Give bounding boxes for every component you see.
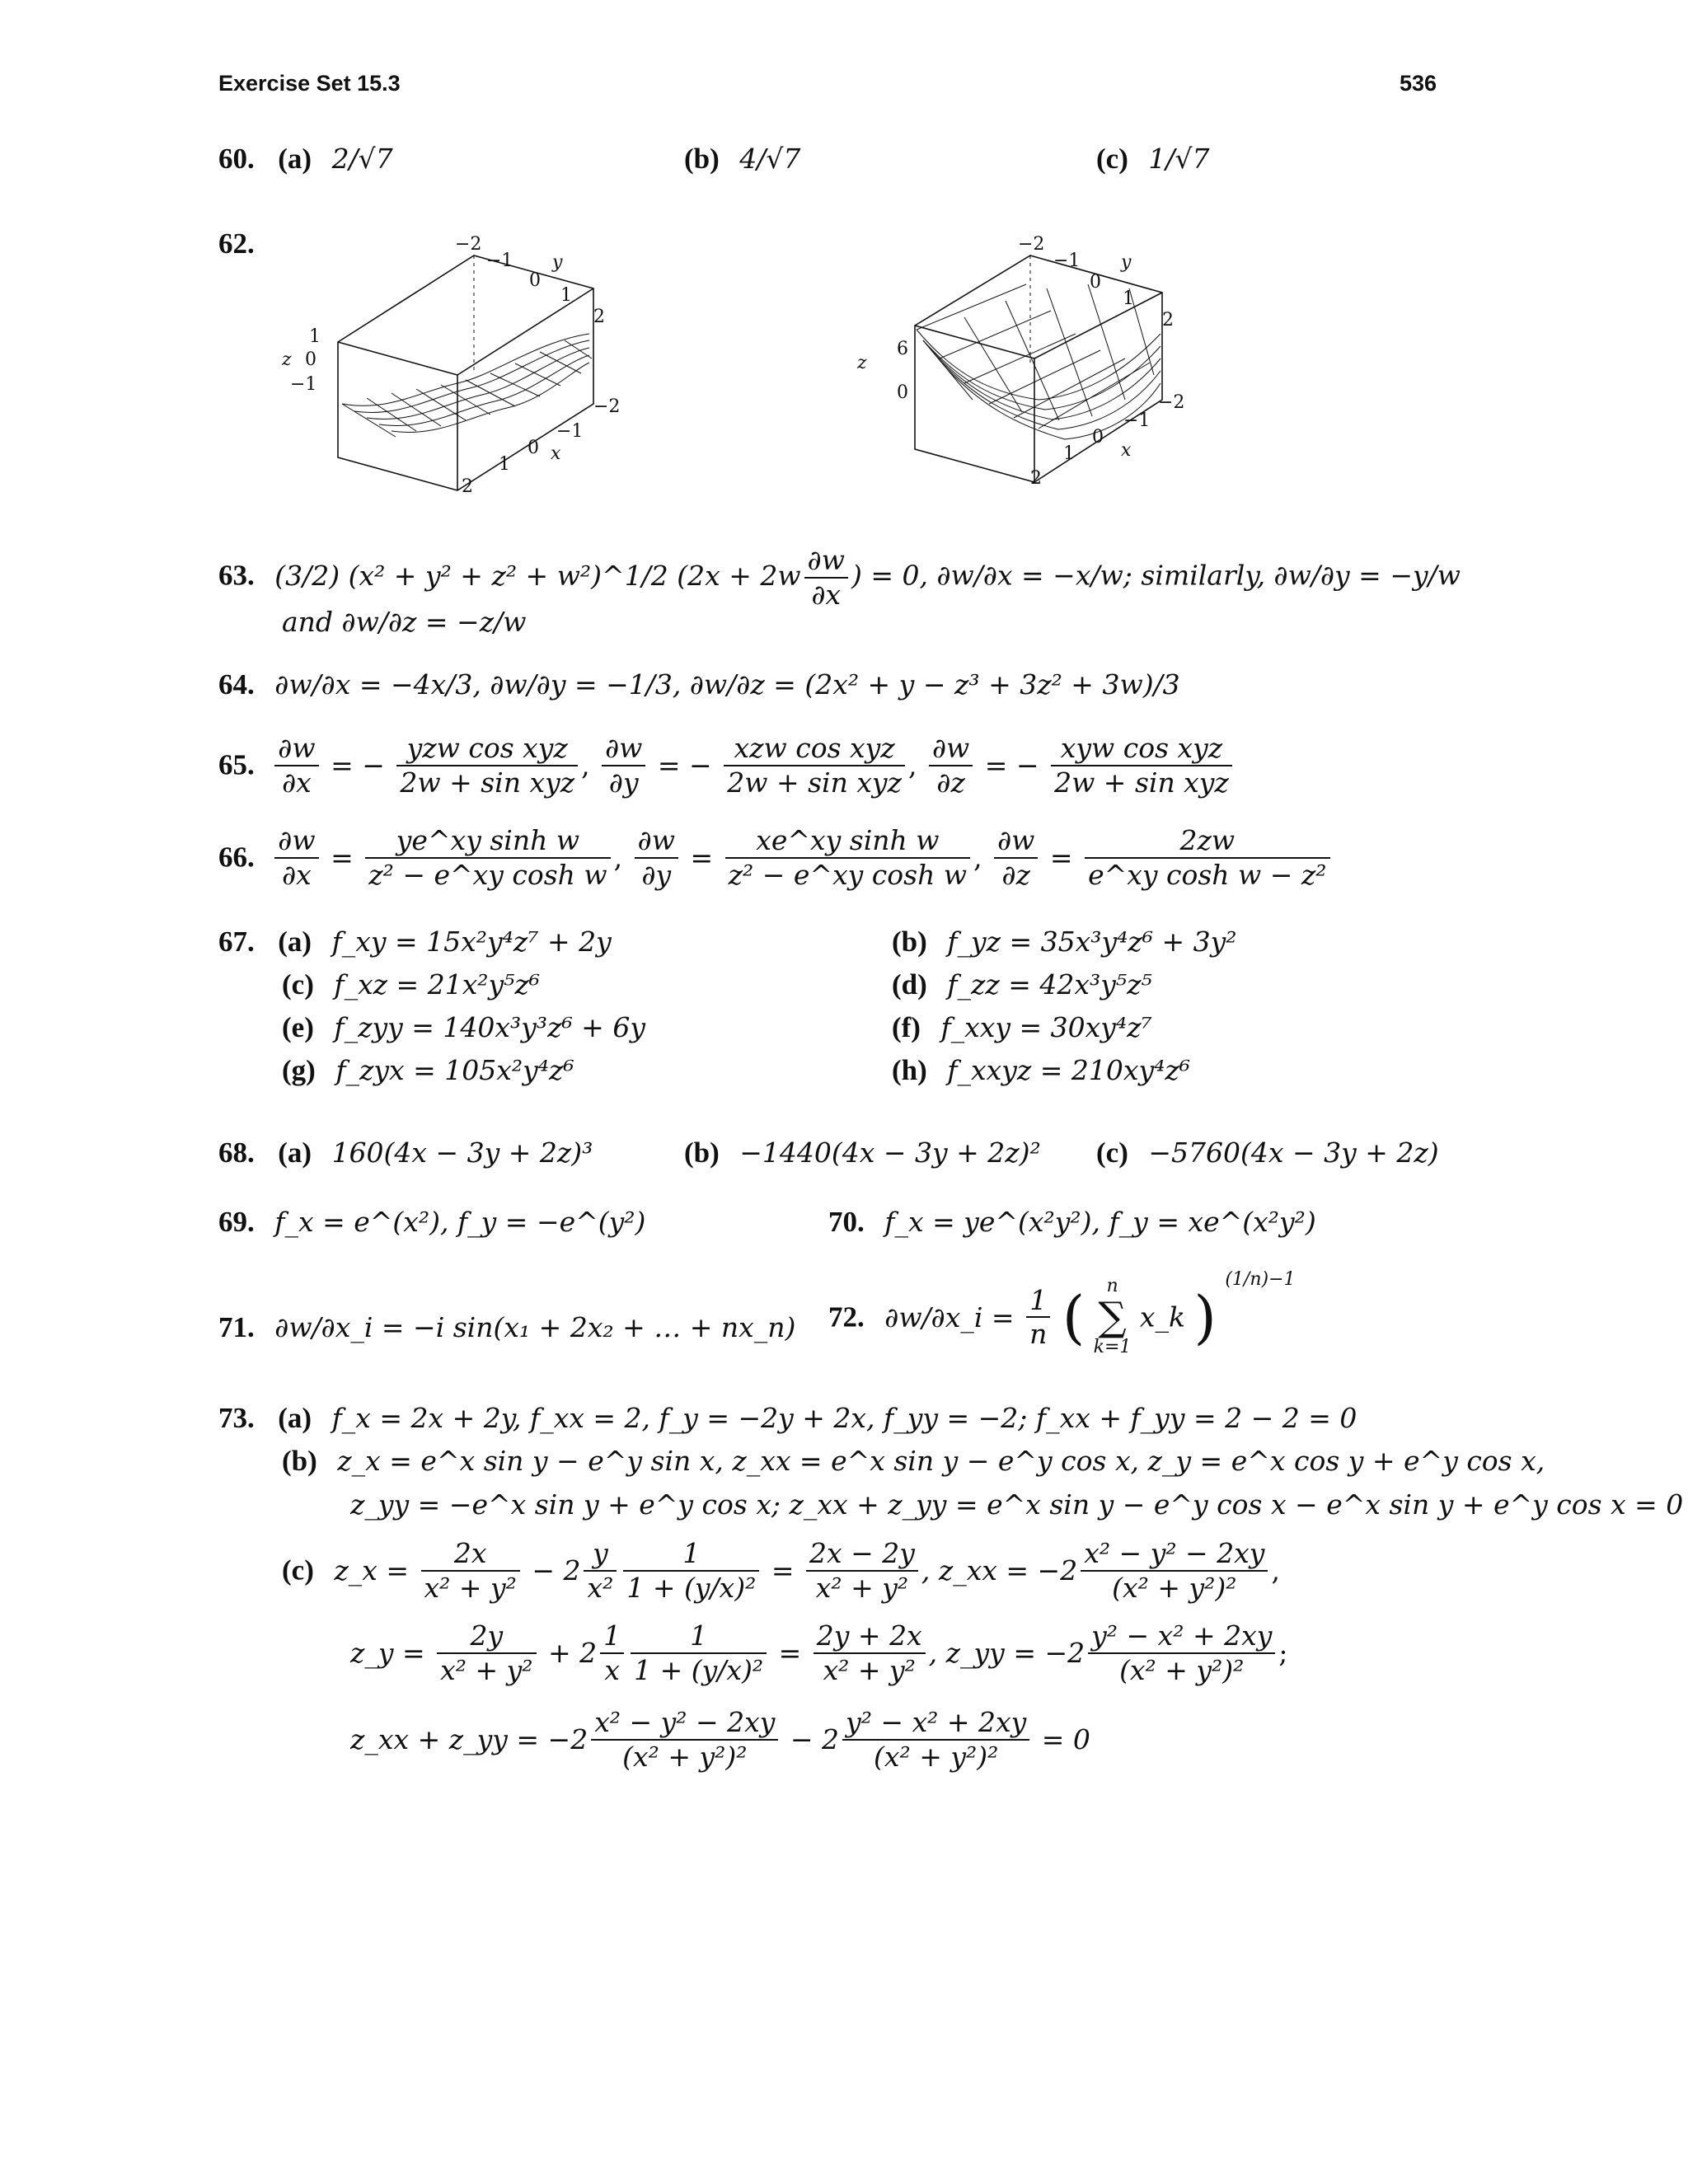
y-tick: 2 [1162,310,1174,330]
x-tick: 0 [1092,427,1104,448]
denominator: 2w + sin xyz [727,766,902,799]
y-tick: −2 [1018,235,1045,255]
numerator: x² − y² − 2xy [591,1706,778,1741]
page-number: 536 [1400,71,1437,96]
problem-73-b-line2 [350,1488,1683,1521]
denominator: 2w + sin xyz [400,766,575,799]
problem-63 [218,544,1461,611]
numerator: 1 [631,1619,767,1654]
equation-part: = [778,1636,802,1669]
part-label: (b) [892,926,927,958]
denominator: ∂y [608,766,639,799]
problem-68 [218,1136,593,1170]
y-tick: 2 [593,307,605,327]
x-tick: −1 [1123,410,1151,431]
x-tick: −2 [1158,392,1185,413]
problem-67-h [892,1053,1190,1088]
problem-67-c [282,968,540,1002]
problem-68-c [1096,1136,1439,1170]
problem-62 [218,227,255,261]
denominator: (x² + y²)² [874,1740,999,1773]
fraction [724,732,905,799]
answer: ∂w/∂x_i = −i sin(x₁ + 2x₂ + … + nx_n) [274,1311,796,1343]
numerator: 2y [437,1619,536,1654]
part-label: (c) [282,1554,314,1586]
numerator: xyw cos xyz [1051,732,1232,766]
problem-number: 66. [218,841,255,874]
x-tick: 1 [499,454,510,475]
equation-part: = 0 [1041,1722,1090,1755]
denominator: x² [587,1571,614,1604]
denominator: x² + y² [424,1571,517,1604]
numerator: ye^xy sinh w [365,824,610,859]
z-tick: 0 [897,382,908,403]
exponent: (1/n)−1 [1225,1269,1296,1290]
problem-60-c [1096,142,1210,176]
z-axis-label: z [282,349,292,370]
part-label: (c) [1096,1137,1128,1169]
problem-60 [218,142,393,176]
fraction [437,1619,536,1686]
fraction [1085,824,1329,891]
fraction [591,1706,778,1773]
equation-part: , z_xx = −2 [921,1554,1078,1586]
fraction [623,1537,759,1604]
summation [1094,1276,1132,1359]
fraction [814,1619,926,1686]
part-label: (c) [1096,143,1128,175]
y-tick: 1 [560,285,572,306]
part-label: (h) [892,1054,927,1086]
y-axis-label: y [1121,252,1132,273]
denominator: 1 + (y/x)² [634,1653,764,1686]
problem-67-e [282,1010,645,1045]
problem-number: 70. [828,1206,865,1238]
numerator: x² − y² − 2xy [1081,1537,1268,1572]
problem-number: 65. [218,748,255,781]
equation-part: + 2 [548,1636,598,1669]
answer-c: 1/√7 [1148,143,1210,175]
y-tick: 0 [529,270,541,291]
denominator: ∂y [641,858,672,891]
x-tick: 2 [462,476,473,497]
problem-67-g [282,1053,574,1088]
problem-71 [218,1310,795,1345]
y-tick: −1 [1053,251,1081,271]
answer-a: f_xy = 15x²y⁴z⁷ + 2y [331,926,612,958]
numerator: 2y + 2x [814,1619,926,1654]
answer-a: 160(4x − 3y + 2z)³ [331,1137,593,1169]
numerator: y² − x² + 2xy [842,1706,1029,1741]
denominator: ∂x [811,578,842,611]
fraction [994,824,1038,891]
answer-c: −5760(4x − 3y + 2z) [1148,1137,1439,1169]
y-tick: −2 [455,235,482,255]
punctuation: ; [1278,1636,1288,1669]
problem-67-d [892,968,1152,1002]
fraction [635,824,678,891]
problem-70 [828,1205,1316,1240]
problem-73-c-line2 [350,1619,1287,1686]
denominator: z² − e^xy cosh w [368,858,607,891]
x-tick: 1 [1063,443,1075,464]
numerator: ∂w [994,824,1038,859]
numerator: yzw cos xyz [396,732,578,766]
part-label: (a) [278,1402,312,1434]
answer-h: f_xxyz = 210xy⁴z⁶ [947,1054,1190,1086]
fraction [631,1619,767,1686]
fraction [365,824,610,891]
part-label: (c) [282,968,314,1001]
fraction [804,544,848,611]
denominator: ∂z [936,766,965,799]
numerator: 1 [1026,1284,1050,1319]
y-tick: 1 [1123,288,1134,309]
part-label: (b) [684,1137,720,1169]
equation-part: z_x = [334,1554,409,1586]
right-paren: ) [1193,1283,1217,1352]
y-tick: −1 [486,251,513,271]
fraction [274,732,318,799]
problem-60-b [684,142,800,176]
answer-a: 2/√7 [331,143,393,175]
problem-67 [218,925,612,959]
equation-part: − 2 [790,1722,840,1755]
answer-b: f_yz = 35x³y⁴z⁶ + 3y² [947,926,1237,958]
part-label: (a) [278,1137,312,1169]
numerator: 2x [421,1537,520,1572]
surface-plot-1 [264,235,643,499]
problem-69 [218,1205,645,1240]
part-label: (a) [278,143,312,175]
numerator: ∂w [274,732,318,766]
problem-73-c-line1 [282,1537,1280,1604]
surface-mesh [342,334,592,437]
problem-73 [218,1401,1357,1436]
part-label: (d) [892,968,927,1001]
fraction [584,1537,617,1604]
problem-number: 68. [218,1137,255,1169]
x-tick: 2 [1030,468,1042,489]
fraction [600,1619,624,1686]
equation-part: ) = 0, ∂w/∂x = −x/w; similarly, ∂w/∂y = −y/w [851,559,1461,592]
part-label: (f) [892,1011,921,1043]
fraction [1081,1537,1268,1604]
denominator: e^xy cosh w − z² [1088,858,1327,891]
problem-number: 63. [218,559,255,592]
part-label: (b) [684,143,720,175]
z-tick: 0 [305,349,316,370]
denominator: (x² + y²)² [622,1740,748,1773]
denominator: x² + y² [815,1571,909,1604]
x-tick: −1 [556,421,584,442]
fraction [1088,1619,1275,1686]
fraction [421,1537,520,1604]
numerator: xe^xy sinh w [725,824,970,859]
denominator: z² − e^xy cosh w [728,858,968,891]
problem-number: 60. [218,143,255,175]
part-label: (g) [282,1054,316,1086]
equation-part: , z_yy = −2 [928,1636,1085,1669]
problem-number: 71. [218,1311,255,1343]
answer-g: f_zyx = 105x²y⁴z⁶ [335,1054,574,1086]
answer-d: f_zz = 42x³y⁵z⁵ [947,968,1152,1001]
x-axis-label: x [1121,440,1132,461]
problem-65: 65. $\frac{\partial w}{\partial x}$ = − $\frac{\text{yzw cos xyz}}{\text{2w + sin xyz}}$ , $\frac{\partial w}{\partial y}$ = − $\frac{\text{xzw cos xyz}}{\text{2w + sin xyz}}$ , $\frac{\partial w}{\partial z}$ = − $\frac{\text{xyw cos xyz}}{\text{2w + sin xyz}}$ [218,732,1236,799]
answer-e: f_zyy = 140x³y³z⁶ + 6y [334,1011,645,1043]
answer-b: 4/√7 [739,143,801,175]
left-paren: ( [1062,1283,1085,1352]
answer-a: f_x = 2x + 2y, f_xx = 2, f_y = −2y + 2x, f_yy = −2; f_xx + f_yy = 2 − 2 = 0 [331,1402,1357,1434]
problem-number: 72. [828,1301,865,1333]
denominator: n [1029,1318,1048,1351]
x-tick: 0 [528,438,539,458]
numerator: 2x − 2y [806,1537,918,1572]
part-label: (a) [278,926,312,958]
y-axis-label: y [552,252,563,273]
fraction [1051,732,1232,799]
problem-number: 73. [218,1402,255,1434]
x-tick: −2 [593,396,621,417]
sigma-symbol: ∑ [1098,1294,1127,1341]
equation-part: (3/2) (x² + y² + z² + w²)^1/2 (2x + 2w [274,559,801,592]
sum-upper-limit: n [1106,1276,1118,1296]
equation-part: z_xx + z_yy = −2 [350,1722,588,1755]
numerator: 2zw [1085,824,1329,859]
numerator: 1 [623,1537,759,1572]
equation-part: − 2 [532,1554,581,1586]
answer-b-line1: z_x = e^x sin y − e^y sin x, z_xx = e^x sin y − e^y cos x, z_y = e^x cos y + e^y cos x, [337,1445,1545,1477]
denominator: 1 + (y/x)² [626,1571,757,1604]
equation-part: ∂w/∂x_i = [884,1301,1015,1333]
problem-number: 69. [218,1206,255,1238]
section-header: Exercise Set 15.3 [218,71,401,96]
numerator: ∂w [929,732,973,766]
denominator: x [604,1653,620,1686]
fraction [725,824,970,891]
numerator: y [584,1537,617,1572]
problem-67-b [892,925,1236,959]
fraction [396,732,578,799]
fraction [602,732,645,799]
z-tick: 6 [897,339,908,359]
denominator: (x² + y²)² [1112,1571,1237,1604]
numerator: y² − x² + 2xy [1088,1619,1275,1654]
denominator: ∂z [1001,858,1030,891]
denominator: x² + y² [823,1653,916,1686]
problem-number: 62. [218,227,255,260]
z-axis-label: z [857,353,867,373]
numerator: ∂w [274,824,318,859]
equation-part: and ∂w/∂z = −z/w [282,606,527,638]
x-axis-label: x [551,443,561,464]
fraction [842,1706,1029,1773]
fraction [806,1537,918,1604]
problem-66: 66. $\frac{\partial w}{\partial x}$ = $\frac{\text{ye\textasciicircum{}xy sinh w}}{\text{z² − e\textasciicircum{}xy cosh w}}$ , $\frac{\partial w}{\partial y}$ = $\frac{\text{xe\textasciicircum{}xy sinh w}}{\text{z² − e\textasciicircum{}xy cosh w}}$ , $\frac{\partial w}{\partial z}$ = $\frac{2zw}{\text{e\textasciicircum{}xy cosh w − z²}}$ [218,824,1334,891]
problem-64 [218,668,1180,702]
y-tick: 0 [1090,272,1101,293]
z-tick: −1 [290,374,317,395]
numerator: ∂w [804,544,848,579]
problem-73-c-line3 [350,1706,1090,1773]
problem-number: 67. [218,926,255,958]
denominator: x² + y² [440,1653,533,1686]
fraction [1026,1284,1050,1351]
answer: f_x = e^(x²), f_y = −e^(y²) [274,1206,646,1238]
part-label: (e) [282,1011,314,1043]
problem-73-b [282,1444,1545,1479]
answer: ∂w/∂x = −4x/3, ∂w/∂y = −1/3, ∂w/∂z = (2x² + y − z³ + 3z² + 3w)/3 [274,668,1180,701]
punctuation: , [1271,1554,1280,1586]
equation-part: z_y = [350,1636,425,1669]
problem-68-b [684,1136,1041,1170]
surface-plot-2 [841,235,1220,499]
denominator: ∂x [282,766,312,799]
denominator: 2w + sin xyz [1054,766,1229,799]
numerator: ∂w [635,824,678,859]
numerator: xzw cos xyz [724,732,905,766]
answer-c: f_xz = 21x²y⁵z⁶ [334,968,541,1001]
problem-67-f [892,1010,1152,1045]
sum-term: x_k [1139,1301,1186,1333]
part-label: (b) [282,1445,317,1477]
denominator: ∂x [282,858,312,891]
z-tick: 1 [309,326,321,347]
equation-part: = [771,1554,795,1586]
numerator: 1 [600,1619,624,1654]
problem-72 [828,1269,1296,1359]
sum-lower-limit: k=1 [1093,1337,1132,1358]
answer-b-line2: z_yy = −e^x sin y + e^y cos x; z_xx + z_yy = e^x sin y − e^y cos x − e^x sin y + e^y cos x = 0 [350,1488,1684,1521]
problem-63-line2 [282,606,526,639]
fraction [929,732,973,799]
denominator: (x² + y²)² [1119,1653,1245,1686]
fraction [274,824,318,891]
answer-f: f_xxy = 30xy⁴z⁷ [940,1011,1152,1043]
answer-b: −1440(4x − 3y + 2z)² [739,1137,1041,1169]
problem-number: 64. [218,668,255,701]
answer: f_x = ye^(x²y²), f_y = xe^(x²y²) [884,1206,1316,1238]
numerator: ∂w [602,732,645,766]
